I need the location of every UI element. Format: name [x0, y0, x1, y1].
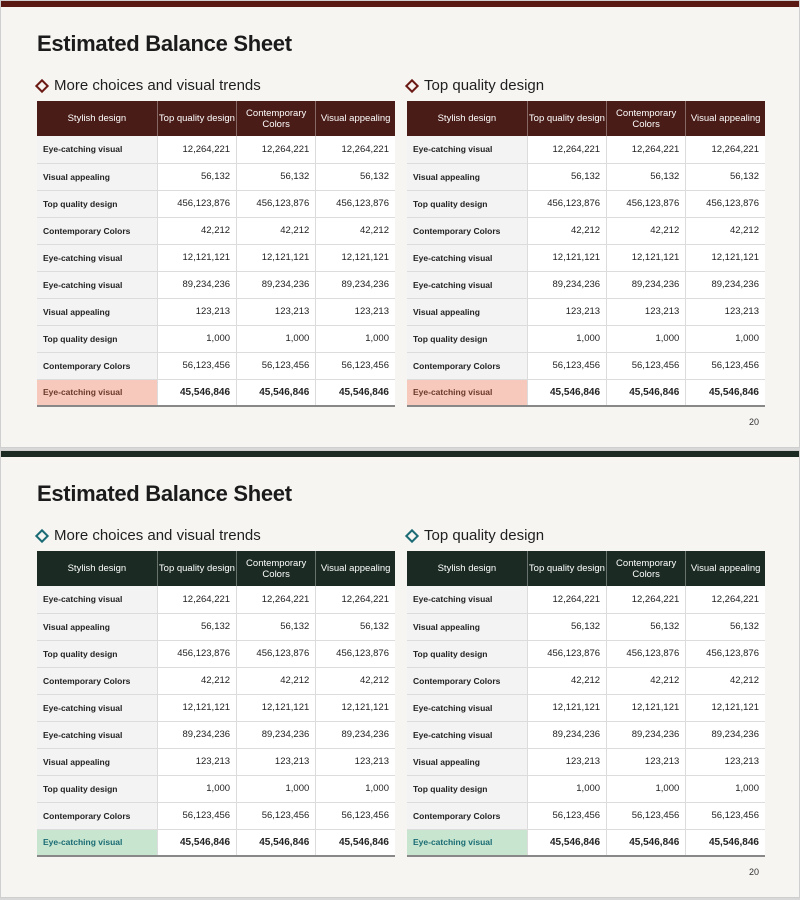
section-heading-right: [407, 77, 544, 94]
column-header: Visual appealing: [686, 101, 765, 136]
cell-value: 1,000: [607, 775, 686, 802]
cell-value: 1,000: [686, 775, 765, 802]
cell-value: 123,213: [527, 748, 606, 775]
table-row: [37, 613, 395, 640]
total-label: Eye-catching visual: [407, 829, 527, 856]
cell-value: 12,264,221: [157, 586, 236, 613]
table-row: [407, 271, 765, 298]
cell-value: 56,132: [157, 163, 236, 190]
cell-value: 12,264,221: [157, 136, 236, 163]
row-label: Eye-catching visual: [407, 586, 527, 613]
balance-table-right: [407, 101, 765, 407]
slide-1: [0, 0, 800, 448]
cell-value: 56,132: [157, 613, 236, 640]
row-label: Contemporary Colors: [37, 667, 157, 694]
table-row: [407, 136, 765, 163]
table-row: [407, 802, 765, 829]
row-label: Top quality design: [407, 640, 527, 667]
page-number: 20: [748, 867, 759, 877]
row-label: Visual appealing: [407, 298, 527, 325]
total-value: 45,546,846: [686, 379, 765, 406]
column-header: Contemporary Colors: [607, 551, 686, 586]
total-value: 45,546,846: [157, 379, 236, 406]
table-row: [37, 586, 395, 613]
diamond-bullet-icon: [405, 78, 419, 92]
column-header: Visual appealing: [316, 551, 395, 586]
row-label: Contemporary Colors: [407, 352, 527, 379]
cell-value: 456,123,876: [686, 640, 765, 667]
cell-value: 56,132: [237, 613, 316, 640]
total-row: [407, 829, 765, 856]
diamond-bullet-icon: [35, 528, 49, 542]
cell-value: 42,212: [237, 217, 316, 244]
row-label: Eye-catching visual: [37, 694, 157, 721]
section-heading-text: More choices and visual trends: [54, 527, 261, 544]
column-header: Stylish design: [37, 551, 157, 586]
row-label: Top quality design: [407, 325, 527, 352]
table-row: [407, 244, 765, 271]
cell-value: 89,234,236: [686, 271, 765, 298]
cell-value: 56,132: [316, 163, 395, 190]
slide-2: [0, 450, 800, 898]
slide-title: Estimated Balance Sheet: [37, 31, 292, 56]
row-label: Contemporary Colors: [407, 802, 527, 829]
cell-value: 12,121,121: [237, 244, 316, 271]
cell-value: 56,123,456: [237, 802, 316, 829]
cell-value: 56,123,456: [157, 352, 236, 379]
cell-value: 456,123,876: [157, 640, 236, 667]
cell-value: 56,132: [686, 613, 765, 640]
cell-value: 56,123,456: [686, 352, 765, 379]
table-row: [37, 136, 395, 163]
row-label: Visual appealing: [37, 163, 157, 190]
row-label: Eye-catching visual: [37, 586, 157, 613]
cell-value: 123,213: [316, 748, 395, 775]
table-row: [407, 217, 765, 244]
row-label: Eye-catching visual: [407, 136, 527, 163]
table-row: [407, 325, 765, 352]
column-header: Top quality design: [157, 551, 236, 586]
cell-value: 89,234,236: [527, 271, 606, 298]
cell-value: 12,121,121: [527, 244, 606, 271]
table-row: [37, 640, 395, 667]
cell-value: 1,000: [686, 325, 765, 352]
table-row: [407, 667, 765, 694]
table-row: [37, 775, 395, 802]
cell-value: 12,264,221: [527, 136, 606, 163]
cell-value: 42,212: [237, 667, 316, 694]
table-row: [407, 613, 765, 640]
total-value: 45,546,846: [686, 829, 765, 856]
table-row: [407, 640, 765, 667]
page-number: 20: [748, 417, 759, 427]
table-row: [37, 298, 395, 325]
row-label: Contemporary Colors: [407, 217, 527, 244]
cell-value: 56,123,456: [686, 802, 765, 829]
table-row: [37, 244, 395, 271]
cell-value: 56,123,456: [527, 802, 606, 829]
cell-value: 89,234,236: [316, 721, 395, 748]
cell-value: 456,123,876: [527, 640, 606, 667]
column-header: Visual appealing: [686, 551, 765, 586]
total-label: Eye-catching visual: [37, 379, 157, 406]
total-label: Eye-catching visual: [37, 829, 157, 856]
table-row: [407, 298, 765, 325]
cell-value: 56,132: [686, 163, 765, 190]
row-label: Contemporary Colors: [37, 802, 157, 829]
cell-value: 42,212: [607, 217, 686, 244]
table-row: [407, 721, 765, 748]
cell-value: 56,132: [607, 163, 686, 190]
cell-value: 56,123,456: [316, 802, 395, 829]
row-label: Eye-catching visual: [407, 244, 527, 271]
cell-value: 12,121,121: [157, 694, 236, 721]
row-label: Contemporary Colors: [407, 667, 527, 694]
table-row: [37, 325, 395, 352]
cell-value: 1,000: [316, 325, 395, 352]
cell-value: 12,121,121: [527, 694, 606, 721]
row-label: Contemporary Colors: [37, 352, 157, 379]
cell-value: 42,212: [316, 217, 395, 244]
row-label: Top quality design: [37, 325, 157, 352]
row-label: Eye-catching visual: [37, 721, 157, 748]
cell-value: 456,123,876: [237, 640, 316, 667]
table-row: [37, 667, 395, 694]
cell-value: 12,264,221: [686, 586, 765, 613]
cell-value: 456,123,876: [316, 640, 395, 667]
section-heading-text: Top quality design: [424, 77, 545, 94]
section-heading-left: [37, 527, 261, 544]
table-row: [37, 271, 395, 298]
table-row: [407, 190, 765, 217]
cell-value: 123,213: [237, 748, 316, 775]
slide-accent-bar: [1, 1, 799, 7]
cell-value: 89,234,236: [157, 271, 236, 298]
table-row: [37, 352, 395, 379]
section-heading-left: [37, 77, 261, 94]
slide-accent-bar: [1, 451, 799, 457]
column-header: Visual appealing: [316, 101, 395, 136]
table-header-row: [37, 551, 395, 586]
row-label: Top quality design: [37, 775, 157, 802]
cell-value: 42,212: [527, 217, 606, 244]
table-row: [37, 802, 395, 829]
table-row: [37, 217, 395, 244]
cell-value: 12,264,221: [316, 586, 395, 613]
row-label: Eye-catching visual: [37, 271, 157, 298]
total-value: 45,546,846: [316, 829, 395, 856]
cell-value: 456,123,876: [607, 190, 686, 217]
total-value: 45,546,846: [157, 829, 236, 856]
column-header: Top quality design: [157, 101, 236, 136]
table-row: [407, 352, 765, 379]
section-heading-right: [407, 527, 544, 544]
cell-value: 456,123,876: [607, 640, 686, 667]
cell-value: 42,212: [527, 667, 606, 694]
row-label: Top quality design: [407, 775, 527, 802]
row-label: Visual appealing: [407, 613, 527, 640]
table-row: [407, 694, 765, 721]
cell-value: 89,234,236: [527, 721, 606, 748]
total-value: 45,546,846: [237, 379, 316, 406]
cell-value: 89,234,236: [316, 271, 395, 298]
cell-value: 123,213: [686, 298, 765, 325]
cell-value: 123,213: [527, 298, 606, 325]
cell-value: 1,000: [316, 775, 395, 802]
cell-value: 56,132: [607, 613, 686, 640]
row-label: Top quality design: [407, 190, 527, 217]
table-row: [37, 694, 395, 721]
cell-value: 1,000: [157, 325, 236, 352]
cell-value: 42,212: [157, 667, 236, 694]
cell-value: 12,121,121: [316, 244, 395, 271]
diamond-bullet-icon: [405, 528, 419, 542]
cell-value: 12,264,221: [316, 136, 395, 163]
row-label: Top quality design: [37, 640, 157, 667]
cell-value: 12,264,221: [527, 586, 606, 613]
cell-value: 1,000: [527, 775, 606, 802]
table-row: [37, 721, 395, 748]
cell-value: 89,234,236: [237, 271, 316, 298]
cell-value: 89,234,236: [607, 271, 686, 298]
cell-value: 12,264,221: [237, 136, 316, 163]
cell-value: 56,123,456: [237, 352, 316, 379]
row-label: Contemporary Colors: [37, 217, 157, 244]
diamond-bullet-icon: [35, 78, 49, 92]
cell-value: 56,123,456: [607, 352, 686, 379]
cell-value: 42,212: [157, 217, 236, 244]
cell-value: 12,121,121: [607, 694, 686, 721]
cell-value: 1,000: [237, 325, 316, 352]
column-header: Top quality design: [527, 101, 606, 136]
cell-value: 456,123,876: [686, 190, 765, 217]
total-row: [37, 379, 395, 406]
cell-value: 56,123,456: [157, 802, 236, 829]
cell-value: 89,234,236: [237, 721, 316, 748]
cell-value: 12,121,121: [237, 694, 316, 721]
cell-value: 456,123,876: [527, 190, 606, 217]
cell-value: 42,212: [607, 667, 686, 694]
row-label: Eye-catching visual: [37, 244, 157, 271]
row-label: Visual appealing: [37, 613, 157, 640]
table-row: [407, 775, 765, 802]
cell-value: 12,121,121: [157, 244, 236, 271]
row-label: Visual appealing: [37, 298, 157, 325]
row-label: Eye-catching visual: [407, 721, 527, 748]
cell-value: 56,132: [316, 613, 395, 640]
cell-value: 123,213: [607, 748, 686, 775]
cell-value: 56,123,456: [316, 352, 395, 379]
cell-value: 12,121,121: [316, 694, 395, 721]
cell-value: 1,000: [237, 775, 316, 802]
cell-value: 123,213: [157, 748, 236, 775]
cell-value: 89,234,236: [157, 721, 236, 748]
column-header: Contemporary Colors: [237, 101, 316, 136]
cell-value: 123,213: [686, 748, 765, 775]
cell-value: 456,123,876: [237, 190, 316, 217]
table-row: [407, 586, 765, 613]
column-header: Contemporary Colors: [607, 101, 686, 136]
cell-value: 12,121,121: [686, 244, 765, 271]
cell-value: 56,132: [527, 613, 606, 640]
cell-value: 1,000: [157, 775, 236, 802]
cell-value: 89,234,236: [686, 721, 765, 748]
table-row: [37, 163, 395, 190]
row-label: Eye-catching visual: [37, 136, 157, 163]
cell-value: 89,234,236: [607, 721, 686, 748]
row-label: Visual appealing: [407, 748, 527, 775]
column-header: Stylish design: [407, 101, 527, 136]
total-row: [37, 829, 395, 856]
cell-value: 12,264,221: [607, 586, 686, 613]
section-heading-text: More choices and visual trends: [54, 77, 261, 94]
balance-table-right: [407, 551, 765, 857]
total-value: 45,546,846: [527, 379, 606, 406]
cell-value: 12,264,221: [607, 136, 686, 163]
cell-value: 56,132: [237, 163, 316, 190]
row-label: Top quality design: [37, 190, 157, 217]
cell-value: 42,212: [686, 217, 765, 244]
row-label: Eye-catching visual: [407, 694, 527, 721]
cell-value: 56,123,456: [527, 352, 606, 379]
table-header-row: [37, 101, 395, 136]
balance-table-left: [37, 551, 395, 857]
cell-value: 42,212: [316, 667, 395, 694]
table-header-row: [407, 551, 765, 586]
table-row: [37, 748, 395, 775]
column-header: Stylish design: [37, 101, 157, 136]
column-header: Stylish design: [407, 551, 527, 586]
balance-table-left: [37, 101, 395, 407]
cell-value: 123,213: [316, 298, 395, 325]
column-header: Top quality design: [527, 551, 606, 586]
table-row: [407, 163, 765, 190]
cell-value: 12,264,221: [686, 136, 765, 163]
cell-value: 56,123,456: [607, 802, 686, 829]
total-row: [407, 379, 765, 406]
row-label: Visual appealing: [407, 163, 527, 190]
cell-value: 123,213: [607, 298, 686, 325]
total-value: 45,546,846: [607, 379, 686, 406]
row-label: Eye-catching visual: [407, 271, 527, 298]
cell-value: 12,121,121: [607, 244, 686, 271]
table-row: [407, 748, 765, 775]
cell-value: 12,264,221: [237, 586, 316, 613]
total-label: Eye-catching visual: [407, 379, 527, 406]
total-value: 45,546,846: [237, 829, 316, 856]
cell-value: 1,000: [527, 325, 606, 352]
total-value: 45,546,846: [527, 829, 606, 856]
column-header: Contemporary Colors: [237, 551, 316, 586]
table-row: [37, 190, 395, 217]
cell-value: 456,123,876: [157, 190, 236, 217]
slide-title: Estimated Balance Sheet: [37, 481, 292, 506]
row-label: Visual appealing: [37, 748, 157, 775]
cell-value: 123,213: [237, 298, 316, 325]
cell-value: 42,212: [686, 667, 765, 694]
cell-value: 56,132: [527, 163, 606, 190]
total-value: 45,546,846: [316, 379, 395, 406]
cell-value: 456,123,876: [316, 190, 395, 217]
cell-value: 123,213: [157, 298, 236, 325]
total-value: 45,546,846: [607, 829, 686, 856]
section-heading-text: Top quality design: [424, 527, 545, 544]
cell-value: 1,000: [607, 325, 686, 352]
table-header-row: [407, 101, 765, 136]
cell-value: 12,121,121: [686, 694, 765, 721]
